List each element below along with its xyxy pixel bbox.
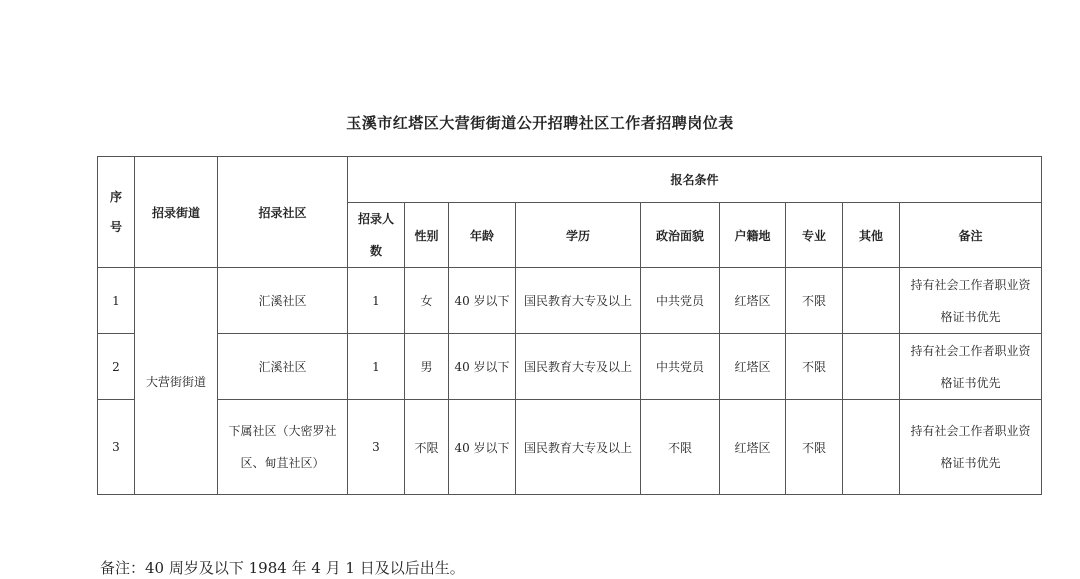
cell-gender: 不限 — [405, 400, 449, 495]
page-title: 玉溪市红塔区大营街街道公开招聘社区工作者招聘岗位表 — [346, 114, 734, 132]
cell-seq: 3 — [98, 400, 135, 495]
cell-community: 汇溪社区 — [218, 268, 348, 334]
header-education: 学历 — [516, 203, 641, 268]
header-hukou: 户籍地 — [720, 203, 786, 268]
header-other: 其他 — [843, 203, 900, 268]
table-row — [98, 268, 1042, 334]
cell-gender: 女 — [405, 268, 449, 334]
header-major: 专业 — [786, 203, 843, 268]
cell-education: 国民教育大专及以上 — [516, 400, 641, 495]
header-street: 招录街道 — [135, 157, 218, 268]
table-row — [98, 334, 1042, 400]
cell-street: 大营街街道 — [135, 268, 218, 495]
header-seq: 序号 — [98, 157, 135, 268]
cell-seq: 1 — [98, 268, 135, 334]
header-row-1 — [98, 157, 1042, 203]
header-age: 年龄 — [449, 203, 516, 268]
cell-education: 国民教育大专及以上 — [516, 268, 641, 334]
cell-political: 中共党员 — [641, 334, 720, 400]
footnote: 备注：40 周岁及以下 1984 年 4 月 1 日及以后出生。 — [100, 559, 465, 577]
cell-other — [843, 400, 900, 495]
cell-gender: 男 — [405, 334, 449, 400]
cell-count: 3 — [348, 400, 405, 495]
cell-major: 不限 — [786, 400, 843, 495]
recruitment-table — [97, 156, 1042, 495]
header-remark: 备注 — [900, 203, 1042, 268]
cell-count: 1 — [348, 268, 405, 334]
cell-age: 40 岁以下 — [449, 334, 516, 400]
cell-other — [843, 268, 900, 334]
cell-count: 1 — [348, 334, 405, 400]
cell-seq: 2 — [98, 334, 135, 400]
cell-major: 不限 — [786, 334, 843, 400]
cell-major: 不限 — [786, 268, 843, 334]
header-count: 招录人数 — [348, 203, 405, 268]
header-conditions: 报名条件 — [348, 157, 1042, 203]
cell-remark: 持有社会工作者职业资格证书优先 — [900, 400, 1042, 495]
header-community: 招录社区 — [218, 157, 348, 268]
cell-other — [843, 334, 900, 400]
header-political: 政治面貌 — [641, 203, 720, 268]
cell-hukou: 红塔区 — [720, 334, 786, 400]
cell-political: 不限 — [641, 400, 720, 495]
cell-hukou: 红塔区 — [720, 268, 786, 334]
cell-education: 国民教育大专及以上 — [516, 334, 641, 400]
cell-age: 40 岁以下 — [449, 400, 516, 495]
cell-remark: 持有社会工作者职业资格证书优先 — [900, 334, 1042, 400]
cell-community: 汇溪社区 — [218, 334, 348, 400]
cell-community: 下属社区（大密罗社区、甸苴社区） — [218, 400, 348, 495]
header-gender: 性别 — [405, 203, 449, 268]
cell-political: 中共党员 — [641, 268, 720, 334]
cell-hukou: 红塔区 — [720, 400, 786, 495]
cell-age: 40 岁以下 — [449, 268, 516, 334]
cell-remark: 持有社会工作者职业资格证书优先 — [900, 268, 1042, 334]
table-row — [98, 400, 1042, 495]
